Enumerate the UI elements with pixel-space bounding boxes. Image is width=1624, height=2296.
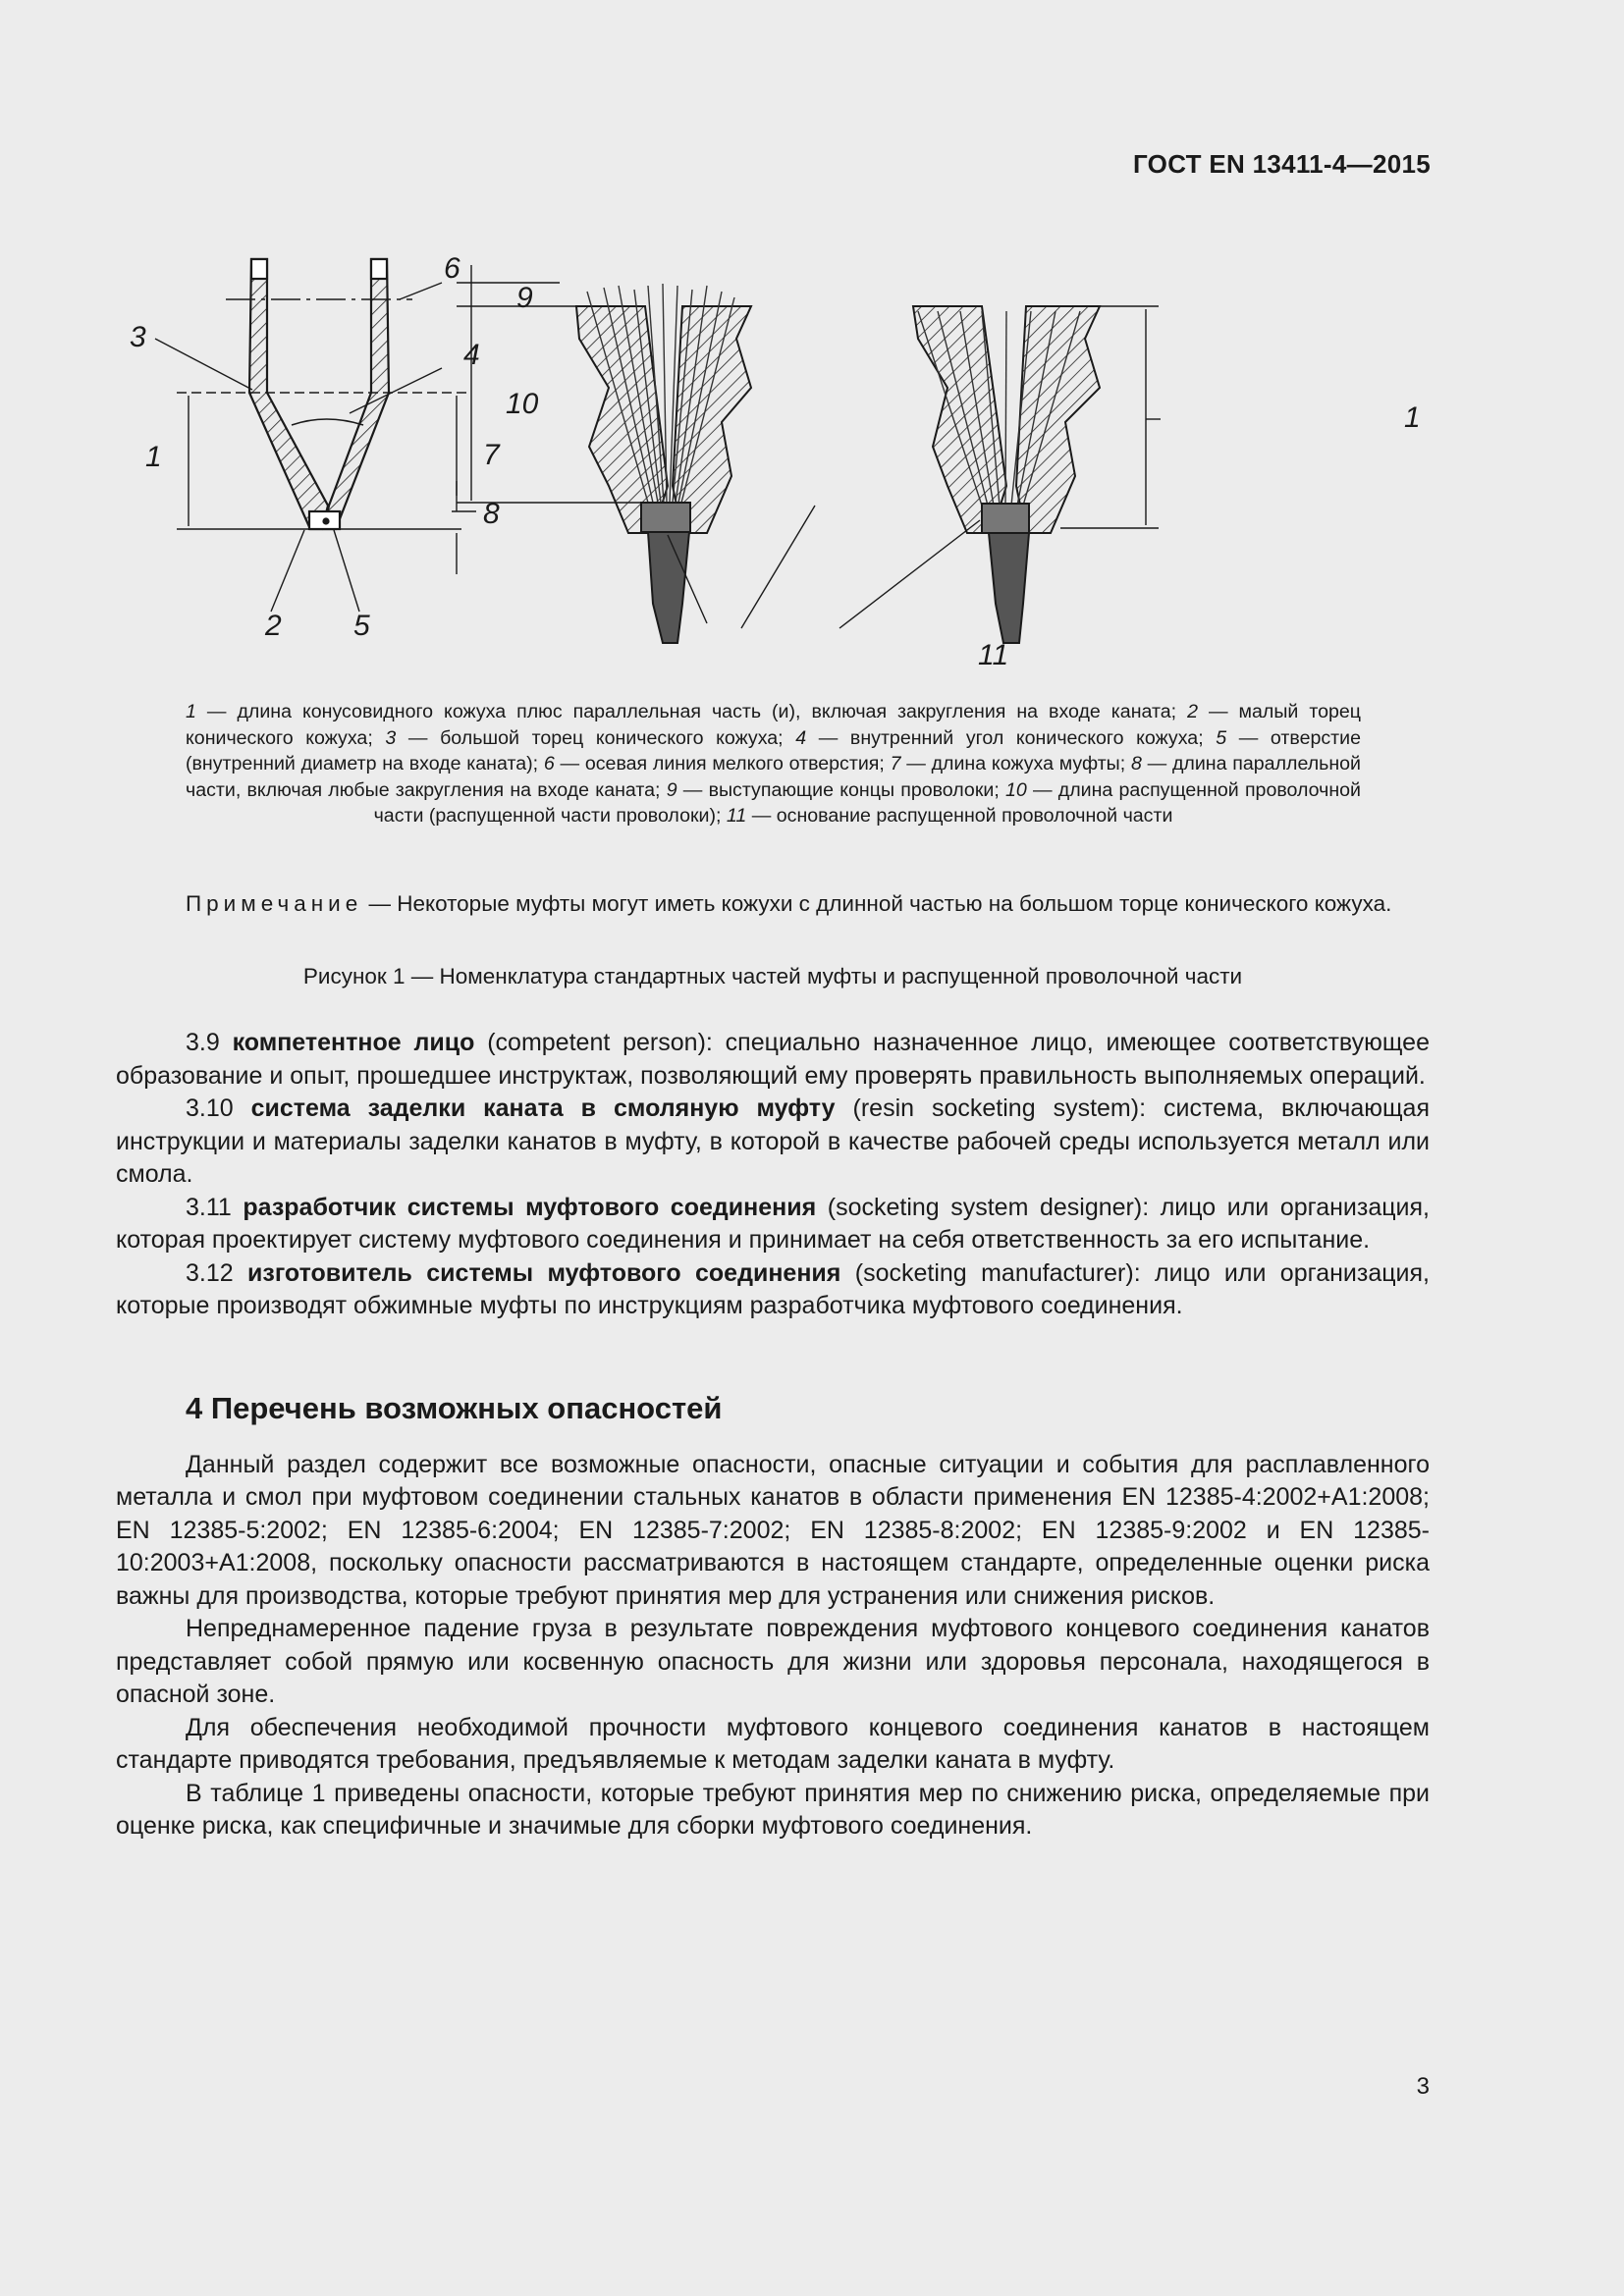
figure-caption: Рисунок 1 — Номенклатура стандартных частей муфты и распущенной проволочной части (302, 964, 1243, 988)
legend-text: — выступающие концы проволоки; (677, 778, 1005, 801)
label-1: 1 (145, 441, 162, 473)
figure-legend (186, 699, 1361, 829)
label-9: 9 (516, 282, 533, 314)
note-text: — Некоторые муфты могут иметь кожухи с длинной частью на большом торце конического кожуха. (362, 891, 1392, 916)
def-term: компетентное лицо (232, 1029, 475, 1056)
legend-num: 2 (1187, 701, 1198, 722)
legend-text: — внутренний угол конического кожуха; (806, 726, 1217, 749)
def-text: (competent person): специально назначенное лицо, имеющее соответствующее образование и опыт, прошедшее инструктаж, позволяющий ему проверять правильность выполняемых операций. (116, 1029, 1430, 1090)
definition-3-12 (116, 1257, 1430, 1323)
legend-num: 9 (666, 778, 677, 801)
label-6: 6 (444, 252, 460, 285)
legend-num: 4 (795, 726, 807, 749)
paragraph: Данный раздел содержит все возможные опасности, опасные ситуации и события для расплавленного металла и смол при муфтовом соединении стальных канатов в области применения EN 12385-4:2002+A1:2008; EN 12385-5:2002; EN 12385-6:2004; EN 12385-7:2002; EN 12385-8:2002; EN 12385-9:2002 и EN 12385-10:2003+A1:2008, поскольку опасности рассматриваются в настоящем стандарте, определенные оценки риска важны для производства, которые требуют принятия мер для устранения или снижения рисков. (116, 1450, 1430, 1610)
section-4 (116, 1392, 1430, 1843)
legend-num: 7 (890, 753, 901, 774)
label-2: 2 (265, 610, 282, 642)
label-4: 4 (463, 339, 480, 371)
legend-num: 3 (385, 726, 397, 749)
def-num: 3.9 (186, 1029, 233, 1056)
def-term: изготовитель системы муфтового соединения (247, 1258, 841, 1287)
legend-num: 11 (726, 805, 747, 827)
socket-section (118, 221, 476, 612)
label-7: 7 (483, 439, 500, 471)
def-term: разработчик системы муфтового соединения (243, 1193, 817, 1221)
definition-3-9 (116, 1027, 1430, 1093)
legend-text: — большой торец конического кожуха; (396, 726, 796, 749)
def-text: (socketing system designer): лицо или организация, которая проектирует систему муфтового соединения и принимает на себя ответственность за его испытание. (116, 1193, 1430, 1254)
legend-text: — длина кожуха муфты; (900, 753, 1131, 774)
figure-note (116, 888, 1430, 920)
label-10: 10 (506, 388, 539, 420)
legend-text: — осевая линия мелкого отверстия; (554, 753, 891, 774)
def-num: 3.11 (186, 1193, 244, 1221)
legend-text: — малый торец конического кожуха; (186, 701, 1362, 749)
figure-1 (118, 221, 1453, 682)
page-number: 3 (1416, 2073, 1430, 2100)
legend-text: — длина параллельной части, включая любые закругления на входе каната; (186, 753, 1361, 801)
section-heading: 4 Перечень возможных опасностей (186, 1391, 723, 1425)
label-5: 5 (353, 610, 370, 642)
def-text: (resin socketing system): система, включающая инструкции и материалы заделки канатов в муфту, в которой в качестве рабочей среды используется металл или смола. (116, 1095, 1430, 1188)
paragraph: Непреднамеренное падение груза в результате повреждения муфтового концевого соединения канатов представляет собой прямую или косвенную опасность для жизни или здоровья персонала, находящегося в опасной зоне. (116, 1615, 1430, 1708)
paragraph: Для обеспечения необходимой прочности муфтового концевого соединения канатов в настоящем стандарте приводятся требования, предъявляемые к методам заделки каната в муфту. (116, 1713, 1430, 1774)
label-1-right: 1 (1404, 401, 1421, 434)
socket-broomed-wires (457, 265, 815, 643)
legend-text: — длина распущенной проволочной части (распущенной части проволоки); (373, 778, 1361, 827)
legend-num: 1 (186, 701, 196, 722)
definition-3-11 (116, 1192, 1430, 1257)
legend-num: 5 (1216, 726, 1227, 749)
definitions (116, 1027, 1430, 1323)
legend-num: 6 (543, 753, 555, 774)
paragraph: В таблице 1 приведены опасности, которые требуют принятия мер по снижению риска, определяемые при оценке риска, как специфичные и значимые для сборки муфтового соединения. (116, 1779, 1430, 1840)
legend-text: — отверстие (внутренний диаметр на входе каната); (186, 726, 1361, 774)
def-text: (socketing manufacturer): лицо или организация, которые производят обжимные муфты по инструкциям разработчика муфтового соединения. (116, 1258, 1430, 1319)
document-header: ГОСТ EN 13411-4—2015 (1132, 149, 1431, 179)
legend-text: — длина конусовидного кожуха плюс параллельная часть (и), включая закругления на входе каната; (195, 701, 1188, 722)
label-8: 8 (483, 498, 500, 530)
note-label: Примечание (186, 891, 363, 916)
legend-num: 8 (1130, 753, 1142, 774)
legend-text: — основание распущенной проволочной части (746, 805, 1173, 827)
def-num: 3.12 (186, 1258, 248, 1287)
socket-diagram (118, 221, 1453, 682)
label-3: 3 (130, 321, 146, 353)
def-num: 3.10 (186, 1095, 251, 1122)
label-11: 11 (978, 639, 1009, 671)
def-term: система заделки каната в смоляную муфту (250, 1095, 836, 1122)
socket-finished (839, 306, 1161, 643)
legend-num: 10 (1004, 778, 1027, 801)
definition-3-10 (116, 1093, 1430, 1192)
